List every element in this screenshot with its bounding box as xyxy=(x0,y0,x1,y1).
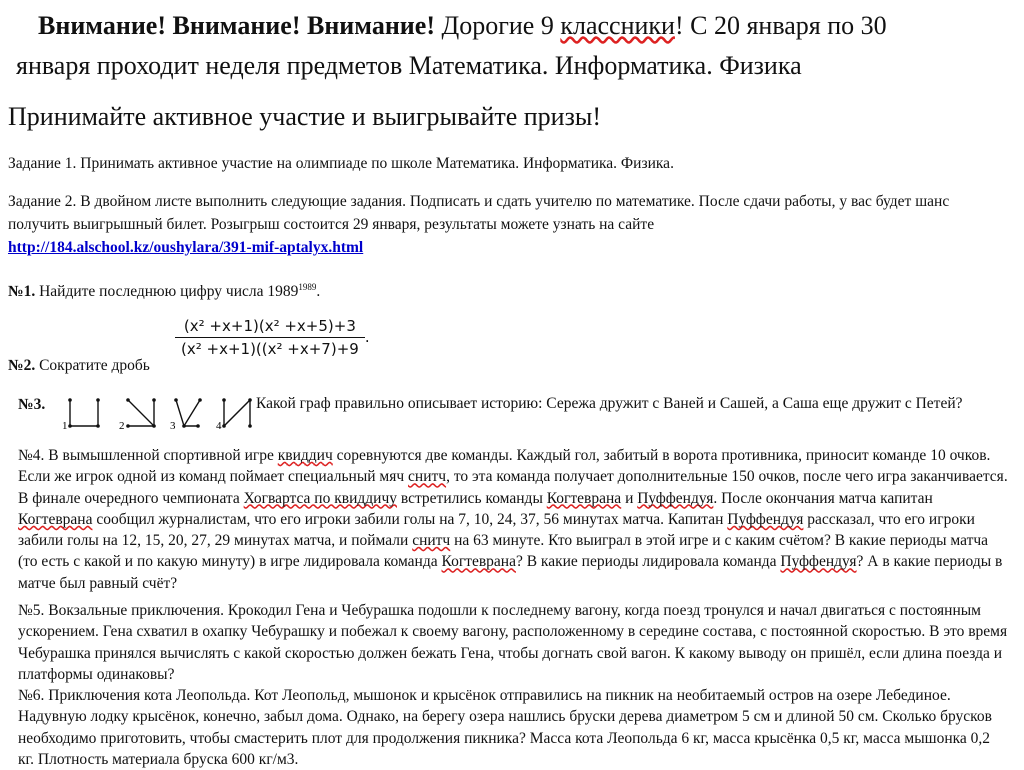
misspelled-word: Пуффендуя xyxy=(780,553,857,571)
problem-2-text: Сократите дробь xyxy=(35,357,150,374)
problem-5: №5. Вокзальные приключения. Крокодил Гена и Чебурашка подошли к последнему вагону, когда поезд тронулся и начал двигаться с постоянным ускорением. Гена схватил в охапку Чебурашку и побежал к своему вагону, расположенному в середине состава, с постоянной скоростью. В это время Чебурашка принялся вычислять с какой скоростью должен бежать Гена, чтобы догнать свой вагон. К какому выводу он пришёл, если длина поезда и платформы одинаковы? xyxy=(18,602,1008,683)
graph-label-1: 1 xyxy=(62,420,68,432)
greeting-pre: Дорогие 9 xyxy=(434,11,561,40)
announcement-headline xyxy=(38,10,887,42)
results-link[interactable]: http://184.alschool.kz/oushylara/391-mif-aptalyx.html xyxy=(8,239,364,256)
problem-3-label: №3. xyxy=(18,396,46,413)
graph-label-4: 4 xyxy=(216,420,222,432)
fraction-numerator: (x² +x+1)(x² +x+5)+3 xyxy=(175,317,365,338)
graph-options-figure xyxy=(62,392,258,432)
problem-4-segment: , то эта команда получает дополнительные 150 очков, после чего игра заканчивается. В финале очередного чемпионата xyxy=(18,468,1008,507)
graph-option-4 xyxy=(216,398,252,432)
problem-4-segment: на 63 минуте. Кто выиграл в этой игре и с каким счётом? В какие периоды матча (то есть с какой и по какую минуту) в игре лидировала команда xyxy=(18,532,989,571)
fraction-end: . xyxy=(364,328,370,346)
misspelled-word: Когтеврана xyxy=(441,553,516,571)
problem-4-segment: сообщил журналистам, что его игроки забили голы на 7, 10, 24, 37, 56 минутах матча. Капитан xyxy=(92,510,728,528)
fraction-denominator: (x² +x+1)((x² +x+7)+9 xyxy=(181,340,359,358)
greeting-post: ! С 20 января по 30 xyxy=(674,11,887,40)
graph-option-1 xyxy=(62,398,100,432)
problem-4 xyxy=(18,445,1008,594)
misspelled-word: Когтеврана xyxy=(546,489,622,507)
task-2-text: Задание 2. В двойном листе выполнить следующие задания. Подписать и сдать учителю по математике. После сдачи работы, у вас будет шанс получить выигрышный билет. Розыгрыш состоится 29 января, результаты можете узнать на сайте xyxy=(8,193,950,233)
graph-option-3 xyxy=(170,398,202,432)
graph-label-2: 2 xyxy=(119,420,125,432)
problem-4-segment: ? В какие периоды лидировала команда xyxy=(515,553,781,571)
problem-3-text: Какой граф правильно описывает историю: Сережа дружит с Ваней и Сашей, а Саша еще дружит с Петей? xyxy=(256,395,963,412)
problem-2 xyxy=(8,354,150,377)
problem-2-label: №2. xyxy=(8,357,36,374)
task-1: Задание 1. Принимать активное участие на олимпиаде по школе Математика. Информатика. Физика. xyxy=(8,155,674,172)
graph-label-3: 3 xyxy=(170,420,176,432)
fraction-expression xyxy=(175,317,370,358)
misspelled-word: Хогвартса по квиддичу xyxy=(243,489,397,507)
problem-4-segment: ? А в какие периоды в матче был равный счёт? xyxy=(18,553,1003,592)
problem-4-segment: №4. В вымышленной спортивной игре xyxy=(18,447,278,464)
problem-1-label: №1. xyxy=(8,283,36,301)
misspelled-word: Пуффендуя xyxy=(727,510,804,528)
problem-1 xyxy=(8,276,320,303)
problem-4-segment: и xyxy=(621,489,638,507)
misspelled-word: квиддич xyxy=(277,447,333,464)
misspelled-word: снитч xyxy=(412,532,451,550)
problem-1-text: Найдите последнюю цифру числа 1989 xyxy=(35,283,299,301)
problem-4-segment: встретились команды xyxy=(396,489,547,507)
announcement-line-2: января проходит неделя предметов Математика. Информатика. Физика xyxy=(16,51,802,80)
problem-4-segment: рассказал, что его игроки забили голы на 12, 15, 20, 27, 29 минутах матча, и поймали xyxy=(18,510,975,550)
misspelled-word: Пуффендуя xyxy=(637,489,714,507)
task-2 xyxy=(8,190,1008,259)
misspelled-word: Когтеврана xyxy=(18,510,93,528)
graph-option-2 xyxy=(119,398,156,432)
call-to-action: Принимайте активное участие и выигрывайте призы! xyxy=(8,102,601,131)
problem-1-end: . xyxy=(316,283,321,301)
greeting-word: классники xyxy=(560,11,675,40)
attention-text: Внимание! Внимание! Внимание! xyxy=(38,11,435,40)
misspelled-word: снитч xyxy=(408,468,447,486)
problem-6: №6. Приключения кота Леопольда. Кот Леопольд, мышонок и крысёнок отправились на пикник на необитаемый остров на озере Лебединое. Надувную лодку крысёнок, конечно, забыл дома. Однако, на берегу озера нашлись бруски дерева диаметром 5 см и длиной 50 см. Сколько брусков необходимо приготовить, чтобы смастерить плот для продолжения пикника? Масса кота Леопольда 6 кг, масса крысёнка 0,5 кг, масса мышонка 0,2 кг. Плотность материала бруска 600 кг/м3. xyxy=(18,687,992,768)
problem-4-segment: . После окончания матча капитан xyxy=(713,489,933,507)
problem-4-segment: соревнуются две команды. Каждый гол, забитый в ворота противника, приносит команде 10 очков. Если же игрок одной из команд поймает специальный мяч xyxy=(18,447,991,486)
problem-1-exponent: 1989 xyxy=(298,282,317,292)
